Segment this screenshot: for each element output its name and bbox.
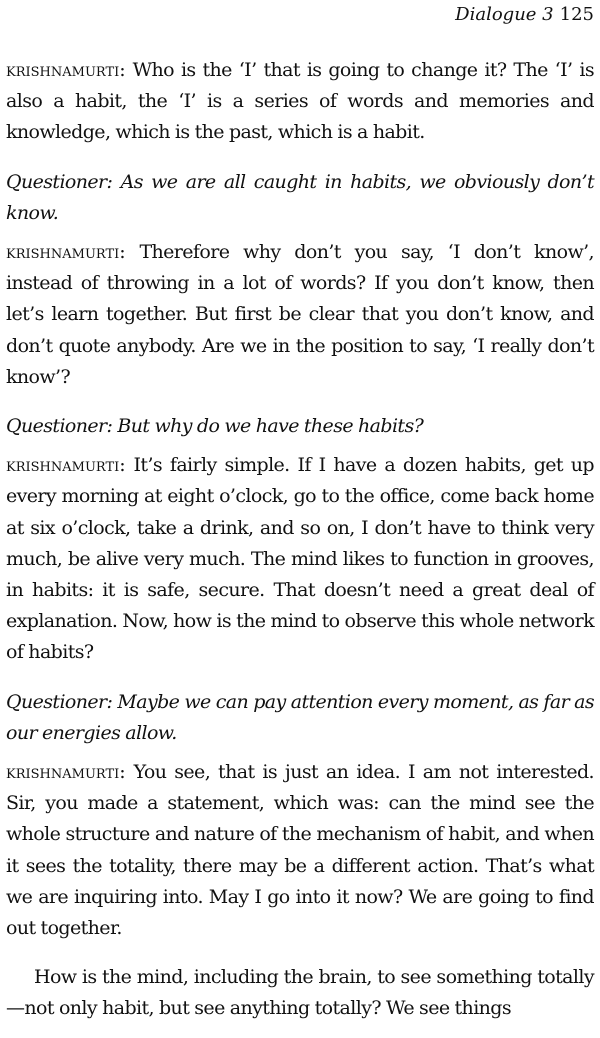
answer-text: You see, that is just an idea. I am not interested. Sir, you made a statement, which was: can the mind see the whole structure and nature of the mechanism of habit, and when it sees the totality, there may be a different action. That’s what we are inquiring into. May I go into it now? We are going to find out together.: [6, 761, 594, 940]
answer-text: Therefore why don’t you say, ‘I don’t know’, instead of throwing in a lot of words? If you don’t know, then let’s learn together. But first be clear that you don’t know, and don’t quote anybody. Are we in the position to say, ‘I really don’t know’?: [6, 241, 594, 388]
answer-paragraph: [6, 757, 594, 944]
speaker-label: krishnamurti:: [6, 454, 126, 477]
page-number: 125: [559, 4, 594, 25]
running-head: [455, 4, 594, 26]
speaker-label: krishnamurti:: [6, 59, 126, 81]
answer-paragraph: [6, 450, 594, 668]
speaker-label: krishnamurti:: [6, 241, 126, 264]
question-paragraph: Questioner: Maybe we can pay attention every moment, as far as our energies allow.: [6, 690, 594, 744]
question-paragraph: Questioner: But why do we have these habits?: [6, 415, 424, 438]
continuation-paragraph: How is the mind, including the brain, to see something totally—not only habit, but see anything totally? We see things: [6, 966, 594, 1020]
book-page: [6, 0, 594, 1038]
question-paragraph: Questioner: As we are all caught in habits, we obviously don’t know.: [6, 170, 594, 224]
speaker-label: krishnamurti:: [6, 761, 126, 784]
answer-text: Who is the ‘I’ that is going to change it? The ‘I’ is also a habit, the ‘I’ is a series of words and memories and knowledge, which is the past, which is a habit.: [6, 59, 594, 144]
running-head-title: Dialogue 3: [455, 4, 554, 25]
page-body: [6, 55, 594, 1025]
answer-paragraph: [6, 237, 594, 393]
answer-paragraph: [6, 55, 594, 149]
answer-text: It’s fairly simple. If I have a dozen habits, get up every morning at eight o’clock, go to the office, come back home at six o’clock, take a drink, and so on, I don’t have to think very much, be alive very much. The mind likes to function in grooves, in habits: it is safe, secure. That doesn’t need a great deal of explanation. Now, how is the mind to observe this whole network of habits?: [6, 454, 594, 664]
